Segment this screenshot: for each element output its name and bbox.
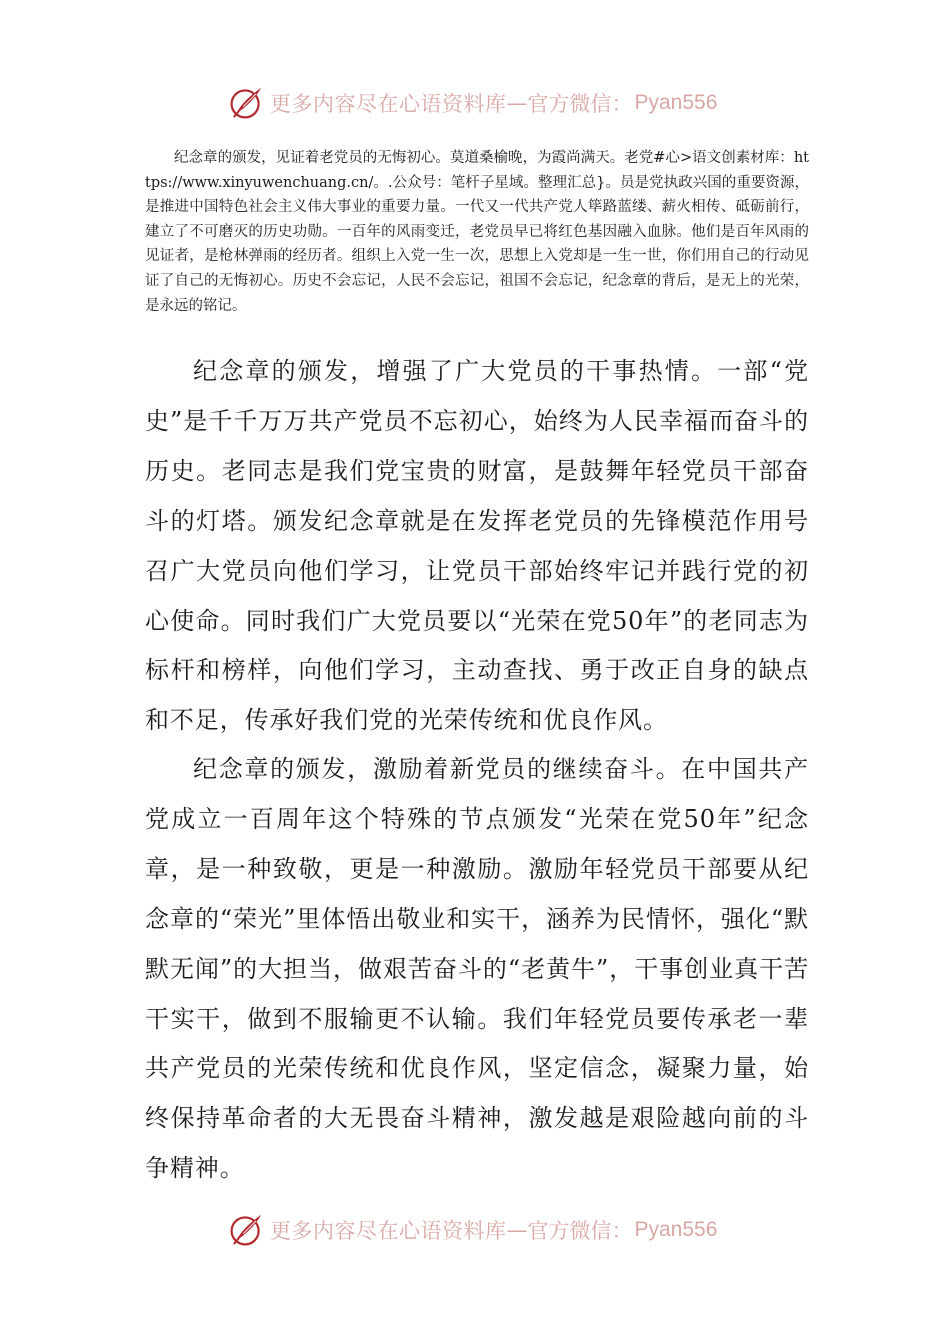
body-paragraph-1: 纪念章的颁发，增强了广大党员的干事热情。一部“党史”是千千万万共产党员不忘初心，始终为人民幸福而奋斗的历史。老同志是我们党宝贵的财富，是鼓舞年轻党员干部奋斗的灯塔。颁发纪念章就是在发挥老党员的先锋模范作用号召广大党员向他们学习，让党员干部始终牢记并践行党的初心使命。同时我们广大党员要以“光荣在党50年”的老同志为标杆和榜样，向他们学习，主动查找、勇于改正自身的缺点和不足，传承好我们党的光荣传统和优良作风。 [145, 357, 809, 735]
banner-dash: — [506, 1218, 528, 1242]
banner-dash: — [506, 91, 528, 115]
quill-pen-seal-icon [228, 1212, 264, 1248]
intro-paragraph: 纪念章的颁发，见证着老党员的无悔初心。莫道桑榆晚，为霞尚满天。老党#心>语文创素材库：https://www.xinyuwenchuang.cn/。.公众号：笔杆子星域。整理汇总}。员是党执政兴国的重要资源，是推进中国特色社会主义伟大事业的重要力量。一代又一代共产党人筚路蓝缕、薪火相传、砥砺前行，建立了不可磨灭的历史功勋。一百年的风雨变迁，老党员早已将红色基因融入血脉。他们是百年风雨的见证者，是枪林弹雨的经历者。组织上入党一生一次，思想上入党却是一生一世，你们用自己的行动见证了自己的无悔初心。历史不会忘记，人民不会忘记，祖国不会忘记，纪念章的背后，是无上的光荣，是永远的铭记。 [145, 150, 809, 314]
header-banner [228, 84, 717, 122]
banner-wechat-label: 官方微信： [527, 1219, 633, 1243]
banner-slogan: 更多内容尽在心语资料库 [270, 92, 507, 116]
banner-wechat-id: Pyan556 [634, 1218, 718, 1241]
footer-banner [228, 1211, 717, 1249]
banner-slogan: 更多内容尽在心语资料库 [270, 1219, 507, 1243]
banner-wechat-id: Pyan556 [634, 91, 718, 114]
quill-pen-seal-icon [228, 85, 264, 121]
body-paragraph-2: 纪念章的颁发，激励着新党员的继续奋斗。在中国共产党成立一百周年这个特殊的节点颁发“光荣在党50年”纪念章，是一种致敬，更是一种激励。激励年轻党员干部要从纪念章的“荣光”里体悟出敬业和实干，涵养为民情怀，强化“默默无闻”的大担当，做艰苦奋斗的“老黄牛”，干事创业真干苦干实干，做到不服输更不认输。我们年轻党员要传承老一辈共产党员的光荣传统和优良作风，坚定信念，凝聚力量，始终保持革命者的大无畏奋斗精神，激发越是艰险越向前的斗争精神。 [145, 755, 809, 1183]
banner-wechat-label: 官方微信： [527, 92, 633, 116]
